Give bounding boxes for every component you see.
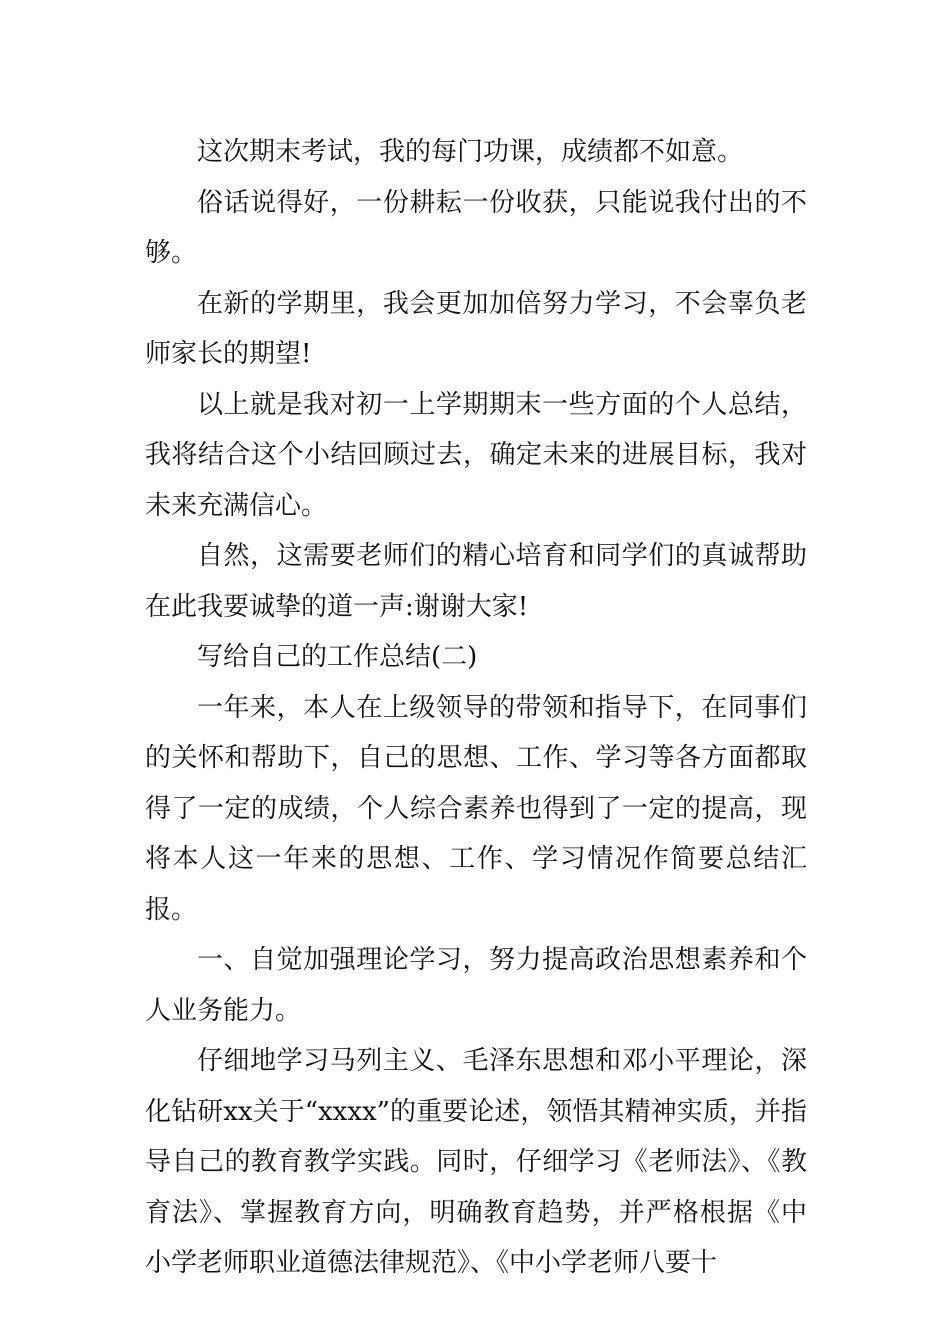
section-heading: 一、自觉加强理论学习，努力提高政治思想素养和个人业务能力。: [145, 945, 807, 1026]
paragraph: 仔细地学习马列主义、毛泽东思想和邓小平理论，深化钻研xx关于“xxxx”的重要论述，领悟其精神实质，并指导自己的教育教学实践。同时，仔细学习《老师法》、《教育法》、掌握教育方向，明确教育趋势，并严格根据《中小学老师职业道德法律规范》、《中小学老师八要十: [145, 1046, 807, 1278]
paragraph: 以上就是我对初一上学期期末一些方面的个人总结，我将结合这个小结回顾过去，确定未来的进展目标，我对未来充满信心。: [145, 389, 807, 521]
section-title: 写给自己的工作总结(二): [197, 642, 478, 672]
paragraph: 一年来，本人在上级领导的带领和指导下，在同事们的关怀和帮助下，自己的思想、工作、学习等各方面都取得了一定的成绩，个人综合素养也得到了一定的提高，现将本人这一年来的思想、工作、学习情况作简要总结汇报。: [145, 692, 807, 925]
paragraph: 自然，这需要老师们的精心培育和同学们的真诚帮助在此我要诚挚的道一声:谢谢大家!: [145, 541, 807, 622]
paragraph: 这次期末考试，我的每门功课，成绩都不如意。: [197, 137, 744, 167]
paragraph: 俗话说得好，一份耕耘一份收获，只能说我付出的不够。: [145, 187, 807, 268]
document-body: [145, 127, 807, 1289]
paragraph: 在新的学期里，我会更加加倍努力学习，不会辜负老师家长的期望!: [145, 288, 807, 369]
